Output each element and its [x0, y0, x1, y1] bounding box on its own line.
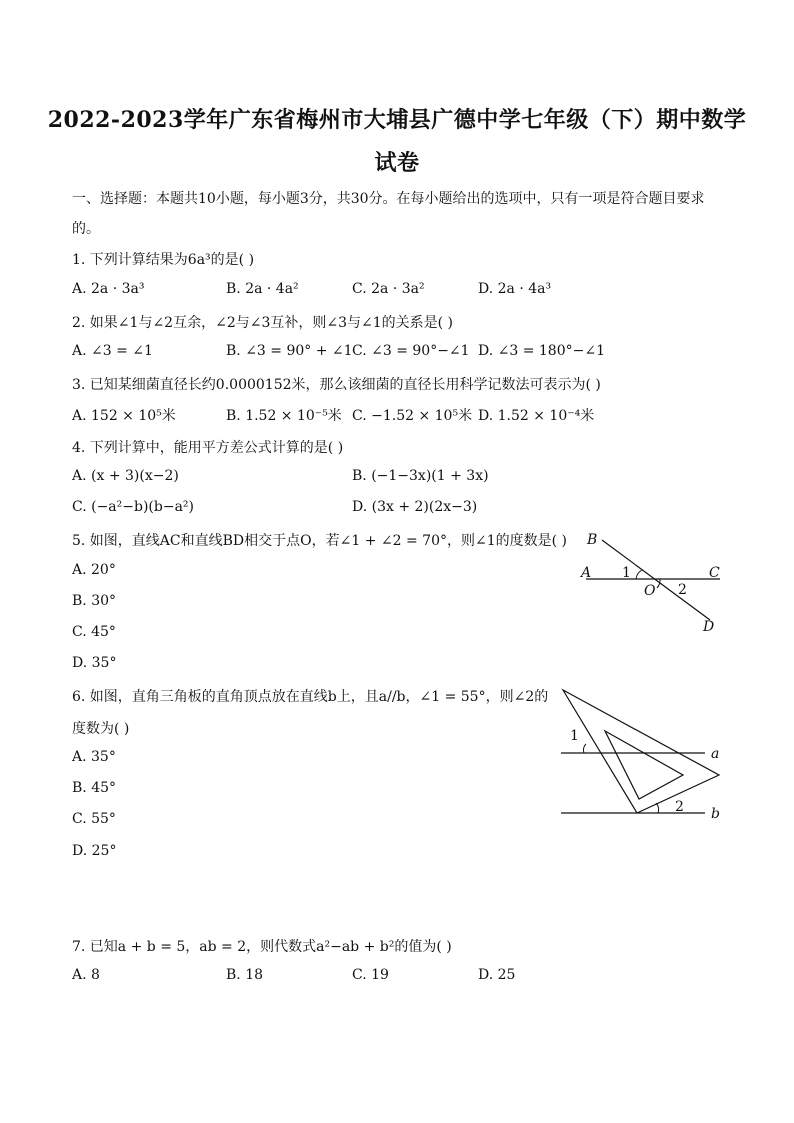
angle-1-arc: [583, 744, 586, 753]
q1-option-b: B. 2a · 4a²: [226, 281, 299, 297]
q6-option-b: B. 45°: [72, 780, 117, 796]
q5-option-a: A. 20°: [72, 562, 116, 578]
q5-option-b: B. 30°: [72, 593, 117, 609]
q4-option-d: D. (3x + 2)(2x−3): [352, 499, 478, 515]
triangle-inner: [605, 731, 683, 799]
q3-option-d: D. 1.52 × 10⁻⁴米: [478, 408, 595, 424]
figure-triangle-parallel-lines: [555, 682, 730, 822]
label-1: 1: [622, 565, 631, 581]
label-2: 2: [678, 582, 687, 598]
question-7-stem: 7. 已知a + b = 5，ab = 2，则代数式a²−ab + b²的值为( ): [72, 939, 452, 955]
label-1: 1: [570, 728, 579, 744]
question-2-stem: 2. 如果∠1与∠2互余，∠2与∠3互补，则∠3与∠1的关系是( ): [72, 315, 454, 331]
q7-option-d: D. 25: [478, 967, 516, 983]
q5-option-d: D. 35°: [72, 655, 117, 671]
line-bd: [602, 540, 710, 620]
question-3-stem: 3. 已知某细菌直径长约0.0000152米，那么该细菌的直径长用科学记数法可表示为( ): [72, 377, 601, 393]
q6-option-a: A. 35°: [72, 749, 116, 765]
q3-option-b: B. 1.52 × 10⁻⁵米: [226, 408, 342, 424]
label-b: B: [587, 532, 598, 548]
label-b: b: [711, 806, 720, 822]
q3-option-c: C. −1.52 × 10⁵米: [352, 408, 473, 424]
q7-option-b: B. 18: [226, 967, 264, 983]
label-c: C: [709, 565, 720, 581]
q6-option-c: C. 55°: [72, 811, 116, 827]
question-1-stem: 1. 下列计算结果为6a³的是( ): [72, 252, 255, 268]
q7-option-a: A. 8: [72, 967, 100, 983]
q1-option-c: C. 2a · 3a²: [352, 281, 425, 297]
exam-title-line2: 试卷: [374, 150, 420, 176]
label-a: a: [711, 746, 720, 762]
figure-intersecting-lines: [570, 528, 730, 638]
label-2: 2: [675, 799, 684, 815]
q2-option-c: C. ∠3 = 90°−∠1: [352, 343, 470, 359]
exam-title-line1: 2022-2023学年广东省梅州市大埔县广德中学七年级（下）期中数学: [47, 107, 747, 133]
q4-option-c: C. (−a²−b)(b−a²): [72, 499, 194, 515]
label-o: O: [644, 583, 656, 599]
question-6-stem: 6. 如图，直角三角板的直角顶点放在直线b上，且a//b，∠1 = 55°，则∠2的: [72, 689, 549, 705]
q4-option-b: B. (−1−3x)(1 + 3x): [352, 468, 489, 484]
q2-option-b: B. ∠3 = 90° + ∠1: [226, 343, 353, 359]
label-a: A: [581, 565, 592, 581]
q2-option-d: D. ∠3 = 180°−∠1: [478, 343, 605, 359]
q2-option-a: A. ∠3 = ∠1: [72, 343, 153, 359]
q4-option-a: A. (x + 3)(x−2): [72, 468, 179, 484]
q7-option-c: C. 19: [352, 967, 389, 983]
q3-option-a: A. 152 × 10⁵米: [72, 408, 176, 424]
angle-1-arc: [636, 570, 642, 579]
question-5-stem: 5. 如图，直线AC和直线BD相交于点O，若∠1 + ∠2 = 70°，则∠1的度数是( ): [72, 533, 567, 549]
q1-option-d: D. 2a · 4a³: [478, 281, 552, 297]
label-d: D: [703, 619, 715, 635]
question-4-stem: 4. 下列计算中，能用平方差公式计算的是( ): [72, 440, 344, 456]
q5-option-c: C. 45°: [72, 624, 116, 640]
q1-option-a: A. 2a · 3a³: [72, 281, 145, 297]
section-heading: 一、选择题：本题共10小题，每小题3分，共30分。在每小题给出的选项中，只有一项是符合题目要求: [72, 191, 705, 207]
question-6-stem-cont: 度数为( ): [72, 721, 130, 737]
q6-option-d: D. 25°: [72, 843, 117, 859]
section-heading-cont: 的。: [72, 221, 100, 237]
